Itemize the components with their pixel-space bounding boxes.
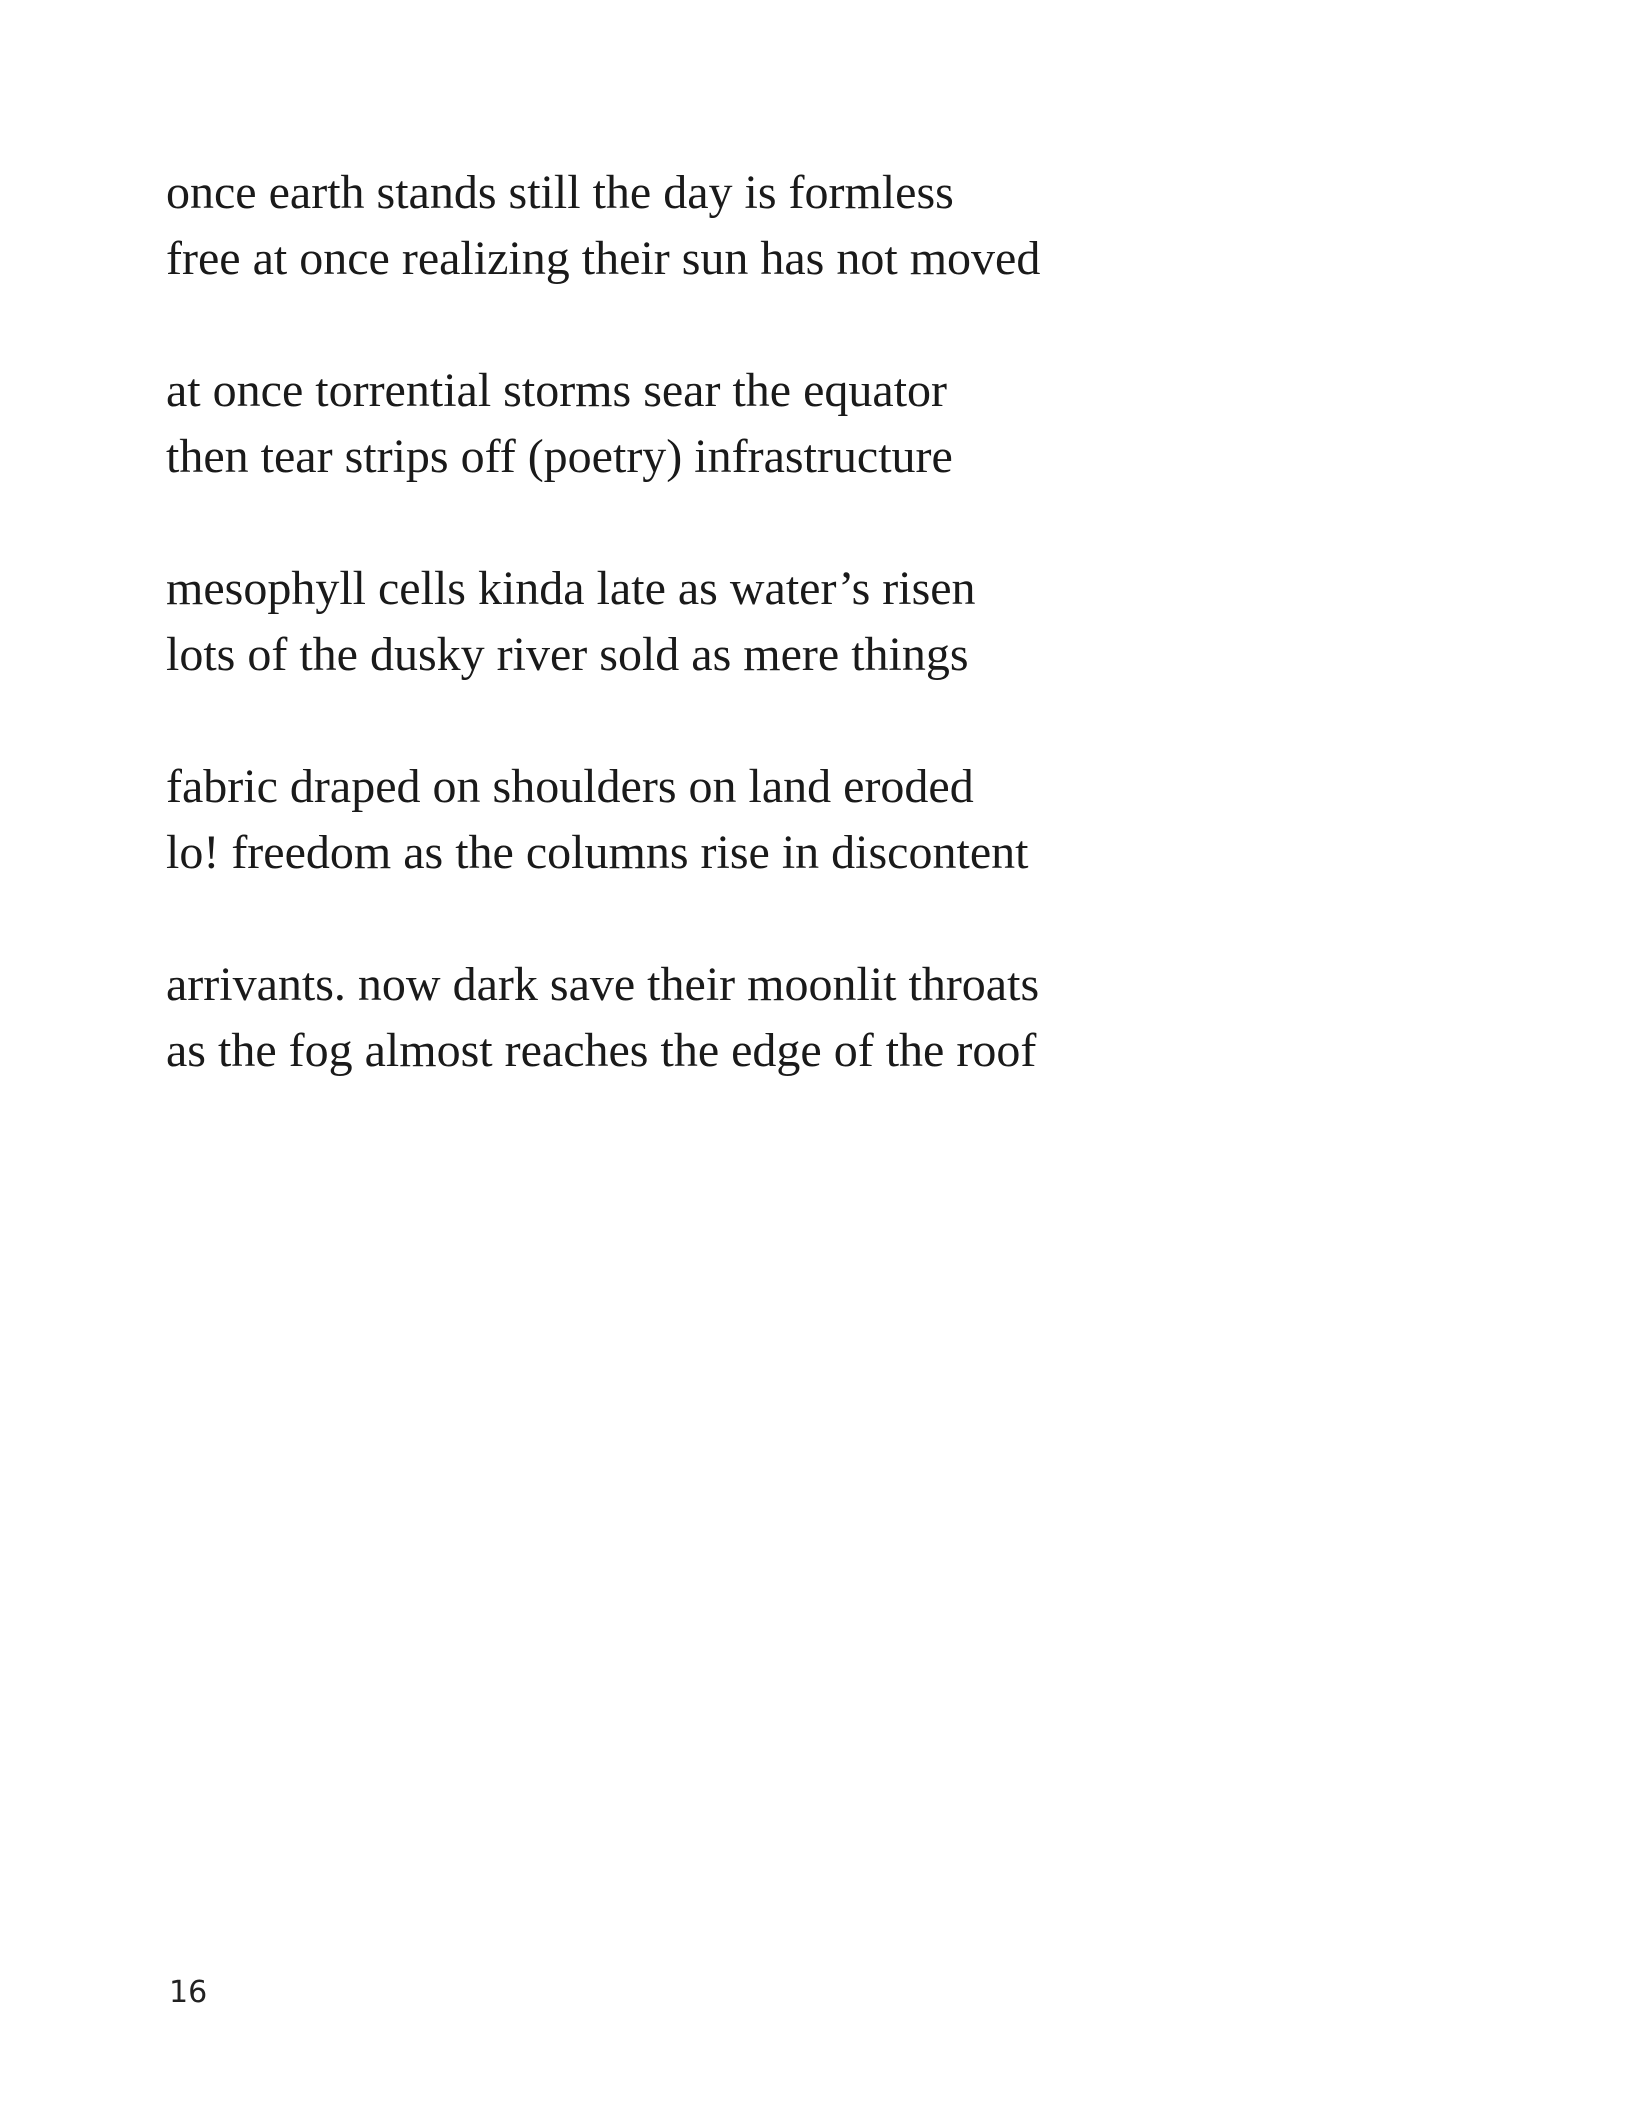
poem (166, 160, 1466, 1150)
poem-line: then tear strips off (poetry) infrastructure (166, 430, 953, 483)
poem-line: lo! freedom as the columns rise in discontent (166, 826, 1029, 879)
stanza-3 (166, 556, 1466, 688)
poem-line: at once torrential storms sear the equator (166, 364, 948, 417)
poem-line: free at once realizing their sun has not moved (166, 232, 1041, 285)
poem-line: mesophyll cells kinda late as water’s risen (166, 562, 976, 615)
poem-line: as the fog almost reaches the edge of the roof (166, 1024, 1037, 1077)
stanza-5 (166, 952, 1466, 1084)
stanza-2 (166, 358, 1466, 490)
poem-line: once earth stands still the day is formless (166, 166, 954, 219)
stanza-4 (166, 754, 1466, 886)
poem-line: lots of the dusky river sold as mere things (166, 628, 969, 681)
stanza-1 (166, 160, 1466, 292)
poem-line: fabric draped on shoulders on land eroded (166, 760, 974, 813)
poem-line: arrivants. now dark save their moonlit throats (166, 958, 1040, 1011)
page-number: 16 (169, 1975, 208, 2010)
